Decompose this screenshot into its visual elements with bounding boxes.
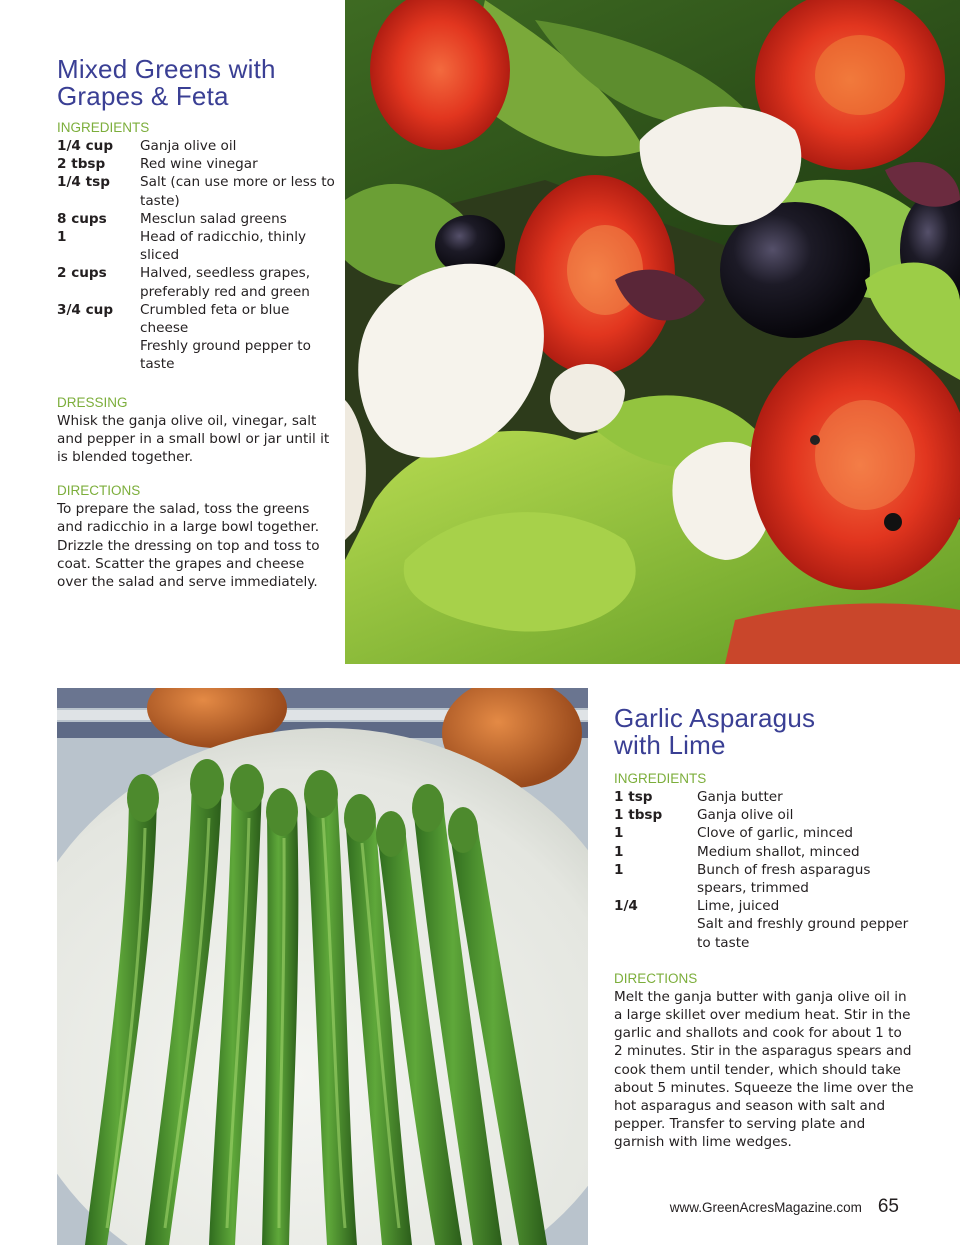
ingredient-quantity	[614, 915, 697, 951]
ingredient-quantity: 3/4 cup	[57, 301, 114, 318]
ingredient-item	[57, 337, 337, 373]
ingredient-item	[57, 155, 337, 173]
ingredient-name: Mesclun salad greens	[140, 210, 287, 227]
dressing-label: DRESSING	[57, 394, 128, 410]
ingredient-name: Crumbled feta or blue cheese	[140, 301, 290, 337]
recipe-title-line2: with Lime	[614, 730, 726, 760]
ingredient-item	[57, 228, 337, 264]
ingredient-name: Lime, juiced	[697, 898, 780, 915]
ingredient-quantity: 1 tbsp	[614, 807, 663, 824]
asparagus-photo	[57, 688, 588, 1245]
directions-label: DIRECTIONS	[614, 970, 698, 986]
ingredient-item	[57, 301, 337, 337]
ingredient-item	[57, 210, 337, 228]
ingredient-item	[614, 806, 914, 824]
recipe-title-line1: Garlic Asparagus	[614, 703, 816, 733]
recipe-title	[614, 705, 914, 759]
recipe-mixed-greens	[57, 56, 337, 591]
ingredient-name: Ganja butter	[697, 789, 783, 805]
ingredient-quantity: 1 tsp	[614, 789, 653, 805]
ingredient-name: Halved, seedless grapes, preferably red and green	[140, 265, 311, 300]
ingredient-quantity: 1/4	[614, 898, 638, 915]
ingredient-quantity: 1	[614, 843, 624, 860]
ingredient-item	[614, 788, 914, 806]
ingredient-quantity: 1/4 tsp	[57, 174, 110, 191]
ingredient-name: Bunch of fresh asparagus spears, trimmed	[697, 861, 871, 897]
ingredient-item	[614, 861, 914, 897]
ingredient-name: Head of radicchio, thinly sliced	[140, 229, 307, 264]
dressing-text: Whisk the ganja olive oil, vinegar, salt and pepper in a small bowl or jar until it is blended together.	[57, 412, 330, 466]
ingredient-name: Red wine vinegar	[140, 156, 258, 173]
ingredients-list	[614, 788, 914, 952]
website-link[interactable]: www.GreenAcresMagazine.com	[669, 1200, 862, 1215]
ingredients-label: INGREDIENTS	[57, 120, 150, 135]
ingredient-name: Clove of garlic, minced	[697, 825, 854, 842]
ingredient-item	[614, 915, 914, 951]
ingredient-item	[57, 137, 337, 155]
ingredient-name: Freshly ground pepper to taste	[140, 338, 311, 373]
ingredient-quantity: 1	[614, 825, 624, 842]
ingredient-item	[57, 264, 337, 300]
recipe-title	[57, 56, 337, 110]
ingredient-name: Ganja olive oil	[697, 807, 794, 824]
ingredient-item	[614, 824, 914, 842]
ingredient-quantity: 1/4 cup	[57, 138, 114, 154]
recipe-garlic-asparagus	[614, 705, 914, 1152]
ingredient-quantity: 2 cups	[57, 265, 107, 282]
ingredients-list	[57, 137, 337, 374]
directions-text: Melt the ganja butter with ganja olive oil in a large skillet over medium heat. Stir in the garlic and shallots and cook for about 1 to 2 minutes. Stir in the asparagus spears and cook them until tender, which should take about 5 minutes. Squeeze the lime over the hot asparagus and season with salt and pepper. Transfer to serving plate and garnish with lime wedges.	[614, 988, 914, 1151]
ingredient-quantity: 2 tbsp	[57, 156, 106, 173]
ingredient-item	[57, 173, 337, 209]
recipe-title-line1: Mixed Greens with	[57, 54, 276, 84]
ingredient-name: Ganja olive oil	[140, 138, 237, 154]
directions-label: DIRECTIONS	[57, 483, 141, 499]
ingredient-quantity	[57, 337, 140, 373]
ingredient-quantity: 1	[57, 229, 67, 246]
ingredient-name: Salt (can use more or less to taste)	[140, 174, 335, 209]
ingredient-quantity: 1	[614, 861, 624, 878]
ingredient-name: Medium shallot, minced	[697, 843, 860, 860]
ingredient-item	[614, 843, 914, 861]
ingredient-name: Salt and freshly ground pepper to taste	[697, 916, 909, 951]
salad-photo	[345, 0, 960, 664]
ingredients-label: INGREDIENTS	[614, 771, 707, 786]
ingredient-item	[614, 897, 914, 915]
recipe-title-line2: Grapes & Feta	[57, 81, 229, 111]
page-number: 65	[877, 1196, 899, 1217]
directions-text: To prepare the salad, toss the greens and radicchio in a large bowl together. Drizzle the dressing on top and toss to coat. Scatter the grapes and cheese over the salad and serve immediately.	[57, 501, 320, 591]
page-footer	[670, 1196, 899, 1218]
ingredient-quantity: 8 cups	[57, 210, 107, 227]
